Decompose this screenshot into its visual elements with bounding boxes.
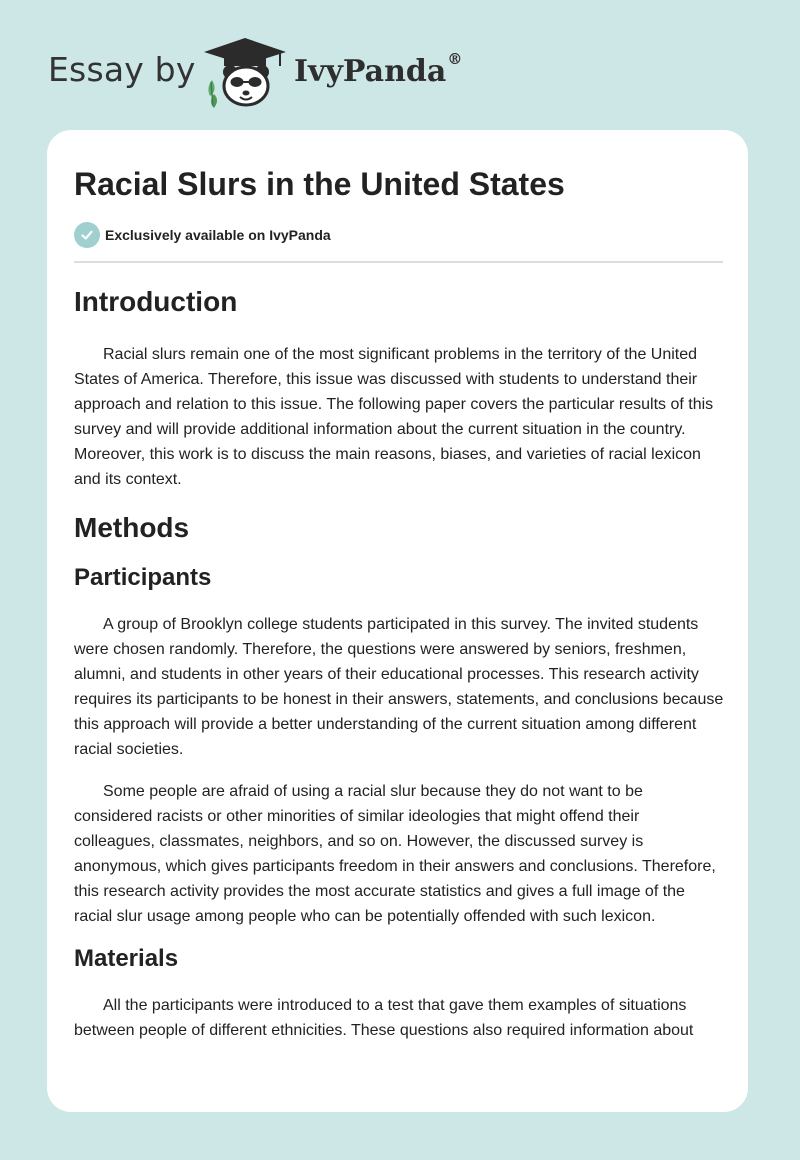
participants-paragraph: Some people are afraid of using a racial slur because they do not want to be considered racists or other minorities of similar ideologies that might offend their colleagues, classmates, neighbors, and so on. However, the discussed survey is anonymous, which gives participants freedom in their answers and conclusions. Therefore, this research activity provides the most accurate statistics and gives a full image of the racial slur usage among people who can be potentially offended with such lexicon. xyxy=(74,783,716,925)
introduction-paragraph: Racial slurs remain one of the most significant problems in the territory of the United States of America. Therefore, this issue was discussed with students to understand their approach and relation to this issue. The following paper covers the particular results of this survey and will provide additional information about the current situation in the country. Moreover, this work is to discuss the main reasons, biases, and varieties of racial lexicon and its context. xyxy=(74,346,714,488)
essay-body xyxy=(74,280,724,1043)
page-title: Racial Slurs in the United States xyxy=(74,166,565,202)
materials-paragraph: All the participants were introduced to a test that gave them examples of situations between people of different ethnicities. These questions also required information about xyxy=(74,997,694,1039)
exclusive-badge xyxy=(74,222,331,248)
essay-card xyxy=(47,130,748,1112)
title-divider xyxy=(74,261,723,263)
check-circle-icon xyxy=(74,222,100,248)
participants-paragraph: A group of Brooklyn college students participated in this survey. The invited students were chosen randomly. Therefore, the questions were answered by seniors, freshmen, alumni, and students in other years of their educational processes. This research activity requires its participants to be honest in their answers, statements, and conclusions because this approach will provide a better understanding of the current situation among different racial societies. xyxy=(74,616,724,758)
registered-mark: ® xyxy=(447,50,463,68)
site-header xyxy=(48,36,508,112)
essay-by-label: Essay by xyxy=(48,50,196,89)
materials-heading: Materials xyxy=(74,945,179,972)
brand-label: IvyPanda xyxy=(294,54,447,89)
participants-heading: Participants xyxy=(74,564,212,591)
panda-graduate-logo-icon[interactable] xyxy=(200,36,290,108)
exclusive-label: Exclusively available on IvyPanda xyxy=(105,227,331,243)
methods-heading: Methods xyxy=(74,512,190,543)
brand-name[interactable] xyxy=(294,50,463,89)
introduction-heading: Introduction xyxy=(74,286,238,317)
